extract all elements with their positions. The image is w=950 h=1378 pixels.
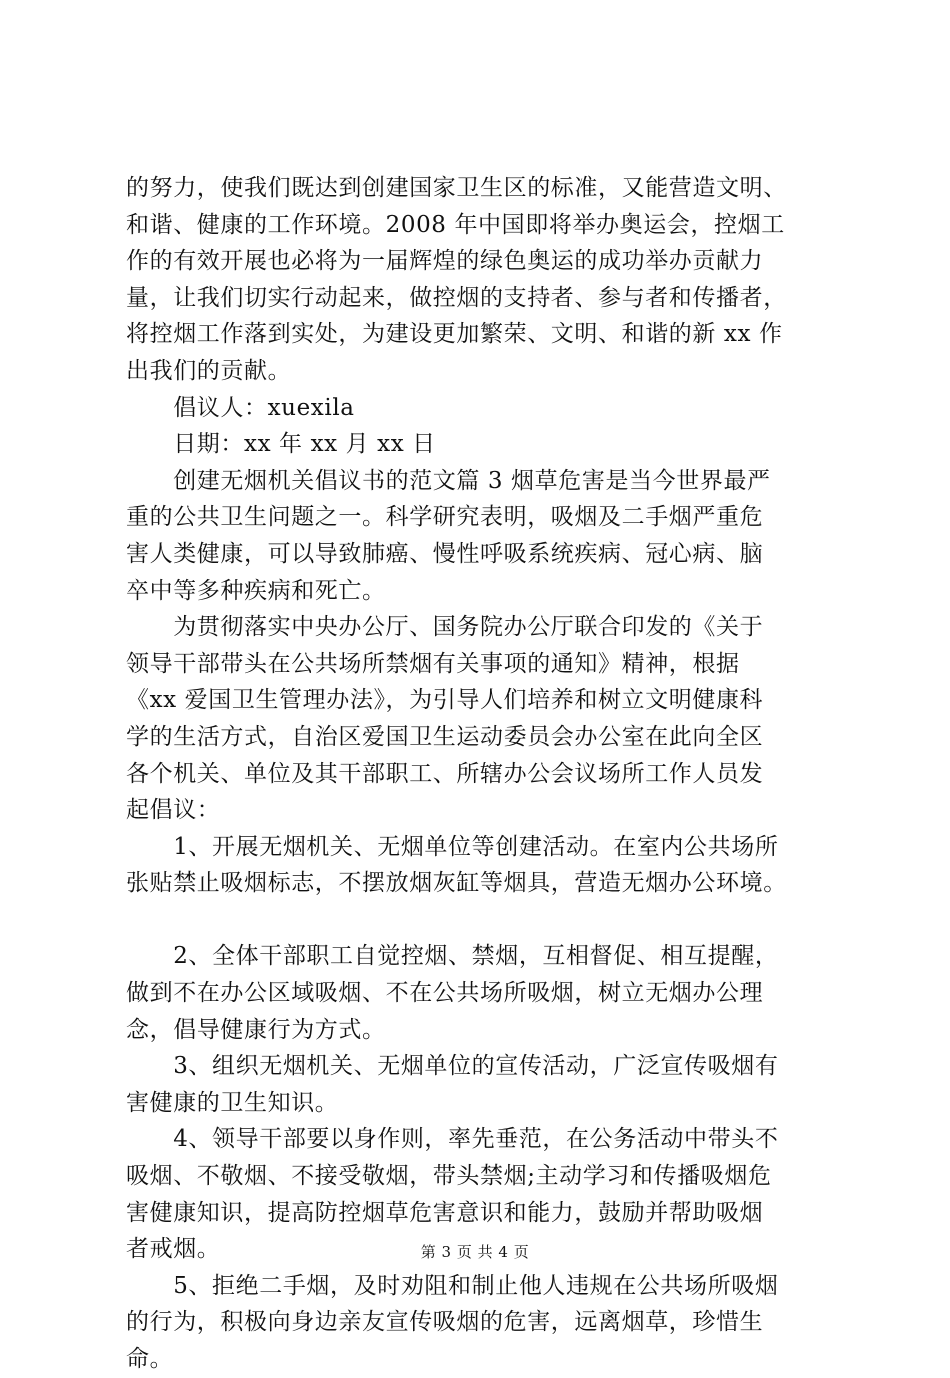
text-line: 起倡议： — [126, 797, 221, 824]
text-line: 1、开展无烟机关、无烟单位等创建活动。在室内公共场所 — [126, 833, 779, 860]
text-line: 学的生活方式，自治区爱国卫生运动委员会办公室在此向全区 — [126, 723, 764, 750]
text-line: 3、组织无烟机关、无烟单位的宣传活动，广泛宣传吸烟有 — [126, 1053, 779, 1080]
text-line: 作的有效开展也必将为一届辉煌的绿色奥运的成功举办贡献力 — [126, 248, 764, 275]
blank-line — [126, 902, 846, 939]
text-line: 命。 — [126, 1346, 174, 1372]
text-line: 重的公共卫生问题之一。科学研究表明，吸烟及二手烟严重危 — [126, 504, 764, 531]
text-line: 4、领导干部要以身作则，率先垂范，在公务活动中带头不 — [126, 1126, 779, 1153]
text-line: 和谐、健康的工作环境。2008 年中国即将举办奥运会，控烟工 — [126, 211, 785, 238]
text-line: 吸烟、不敬烟、不接受敬烟，带头禁烟;主动学习和传播吸烟危 — [126, 1163, 772, 1190]
text-line: 害健康的卫生知识。 — [126, 1089, 339, 1116]
text-line: 量，让我们切实行动起来，做控烟的支持者、参与者和传播者， — [126, 284, 787, 311]
page-footer: 第 3 页 共 4 页 — [420, 1243, 530, 1261]
text-line: 的行为，积极向身边亲友宣传吸烟的危害，远离烟草，珍惜生 — [126, 1309, 764, 1336]
text-line: 各个机关、单位及其干部职工、所辖办公会议场所工作人员发 — [126, 760, 764, 787]
text-line: 卒中等多种疾病和死亡。 — [126, 577, 386, 604]
proposer-line: 倡议人：xuexila — [126, 394, 355, 421]
text-line: 张贴禁止吸烟标志，不摆放烟灰缸等烟具，营造无烟办公环境。 — [126, 870, 787, 897]
text-line: 将控烟工作落到实处，为建设更加繁荣、文明、和谐的新 xx 作 — [126, 321, 783, 348]
text-line: 害健康知识，提高防控烟草危害意识和能力，鼓励并帮助吸烟 — [126, 1199, 764, 1226]
date-line: 日期：xx 年 xx 月 xx 日 — [126, 431, 436, 458]
text-line: 为贯彻落实中央办公厅、国务院办公厅联合印发的《关于 — [126, 614, 764, 641]
text-line: 念，倡导健康行为方式。 — [126, 1016, 386, 1043]
text-line: 2、全体干部职工自觉控烟、禁烟，互相督促、相互提醒， — [126, 943, 779, 970]
text-line: 做到不在办公区域吸烟、不在公共场所吸烟，树立无烟办公理 — [126, 980, 764, 1007]
text-line: 创建无烟机关倡议书的范文篇 3 烟草危害是当今世界最严 — [126, 467, 771, 494]
text-line: 害人类健康，可以导致肺癌、慢性呼吸系统疾病、冠心病、脑 — [126, 540, 764, 567]
text-line: 领导干部带头在公共场所禁烟有关事项的通知》精神，根据 — [126, 650, 740, 677]
text-line: 者戒烟。 — [126, 1236, 221, 1263]
text-line: 《xx 爱国卫生管理办法》，为引导人们培养和树立文明健康科 — [126, 687, 764, 714]
text-line: 5、拒绝二手烟，及时劝阻和制止他人违规在公共场所吸烟 — [126, 1272, 779, 1299]
text-line: 的努力，使我们既达到创建国家卫生区的标准，又能营造文明、 — [126, 175, 787, 201]
body-text — [126, 170, 846, 1378]
text-line: 出我们的贡献。 — [126, 357, 292, 384]
